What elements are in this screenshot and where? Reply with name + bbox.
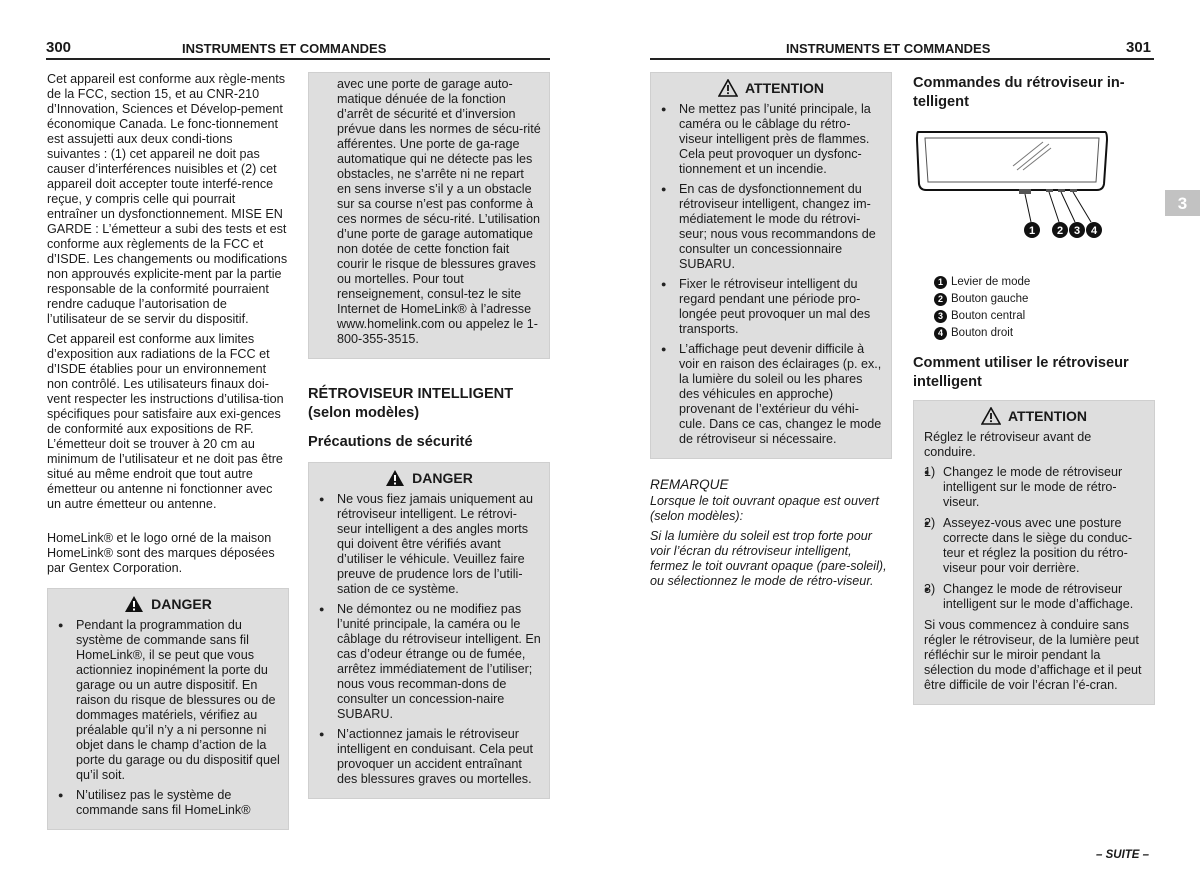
danger-box-safety bbox=[308, 462, 550, 799]
section-title-howto: Comment utiliser le rétroviseur intelligent bbox=[913, 355, 1129, 390]
left-button bbox=[1046, 189, 1053, 192]
running-header-right: INSTRUMENTS ET COMMANDES bbox=[786, 41, 991, 56]
continued-marker: – SUITE – bbox=[1096, 849, 1150, 861]
center-button bbox=[1058, 189, 1065, 192]
smart-mirror-diagram bbox=[913, 124, 1155, 244]
left-page-column-2 bbox=[308, 72, 550, 799]
remark-body bbox=[650, 494, 892, 589]
diagram-legend bbox=[934, 274, 1155, 342]
callout-number: 3 bbox=[1073, 225, 1081, 237]
callout-number: 1 bbox=[1028, 225, 1036, 237]
subsection-title-safety: Précautions de sécurité bbox=[308, 434, 473, 450]
attention-outro: Si vous commencez à conduire sans régler le rétroviseur, de la lumière peut réfléchir sur le miroir pendant la sélection du mode d’affichage et il peut être difficile de voir l’écran l’é-cran. bbox=[924, 618, 1142, 692]
callout-leader bbox=[1073, 192, 1091, 222]
attention-box-general bbox=[650, 72, 892, 459]
attention-intro: Réglez le rétroviseur avant de conduire. bbox=[924, 430, 1092, 459]
danger-list bbox=[58, 618, 280, 818]
adjustment-steps bbox=[924, 465, 1146, 612]
left-page-column-1 bbox=[47, 72, 289, 830]
legend-item bbox=[934, 308, 1155, 325]
step-text: Changez le mode de rétroviseur intelligent sur le mode de rétro-viseur. bbox=[943, 465, 1123, 509]
attention-item: ● Fixer le rétroviseur intelligent du regard pendant une période pro-longée peut provoquer un mal des transports. bbox=[661, 277, 883, 337]
legend-label: Bouton central bbox=[951, 310, 1026, 322]
warning-triangle-icon bbox=[718, 79, 738, 97]
legend-label: Levier de mode bbox=[951, 276, 1031, 288]
attention-list bbox=[661, 102, 883, 447]
header-rule-left bbox=[46, 58, 550, 60]
step-number: ● 2) bbox=[924, 516, 936, 530]
warning-triangle-icon bbox=[981, 407, 1001, 425]
danger-item: ● N’actionnez jamais le rétroviseur intelligent en conduisant. Cela peut provoquer un accident entraînant des blessures graves ou mortelles. bbox=[319, 727, 541, 787]
danger-item: ● N’utilisez pas le système de commande sans fil HomeLink® bbox=[58, 788, 280, 818]
warning-triangle-icon bbox=[124, 595, 144, 613]
radiation-exposure-paragraph: Cet appareil est conforme aux limites d’exposition aux radiations de la FCC et d’ISDE établies pour un environnement non contrôlé. Les utilisateurs finaux doi-vent respecter les instructions d’utilisa-tion spécifiques pour satisfaire aux exi-gences de conformité aux expositions de RF. L’émetteur doit se trouver à 20 cm au minimum de l’utilisateur et ne doit pas être situé au même endroit que tout autre émetteur ou antenne ni fonctionner avec un autre émetteur ou antenne. bbox=[47, 332, 284, 511]
right-page-column-2 bbox=[913, 74, 1155, 705]
attention-item: ● Ne mettez pas l’unité principale, la caméra ou le câblage du rétro-viseur intelligent près de flammes. Cela peut provoquer un dysfonc-tionnement et un incendie. bbox=[661, 102, 883, 177]
legend-number: 4 bbox=[934, 327, 947, 340]
step-item bbox=[924, 465, 1146, 510]
remark-paragraph: Lorsque le toit ouvrant opaque est ouvert (selon modèles): bbox=[650, 494, 879, 523]
danger-box-continued bbox=[308, 72, 550, 359]
section-title-controls: Commandes du rétroviseur in-telligent bbox=[913, 75, 1125, 110]
danger-continued-text: avec une porte de garage auto-matique dénuée de la fonction d’arrêt de sécurité et d’inversion prévue dans les normes de sécu-rité afférentes. Une porte de ga-rage automatique qui ne détecte pas les obstacles, ne s’arrête ni ne repart en sens inverse s’il y a un obstacle sur sa course n’est pas conforme à ces normes de sécu-rité. L’utilisation d’une porte de garage automatique non dotée de cette fonction fait courir le risque de blessures graves ou mortelles. Pour tout renseignement, consul-tez le site Internet de HomeLink® à l’adresse www.homelink.com ou appelez le 1-800-355-3515. bbox=[337, 77, 541, 346]
chapter-tab: 3 bbox=[1165, 190, 1200, 216]
attention-item: ● En cas de dysfonctionnement du rétroviseur intelligent, changez im-médiatement le mode du rétrovi-seur; nous vous recommandons de consulter un concessionnaire SUBARU. bbox=[661, 182, 883, 272]
mode-lever bbox=[1019, 189, 1031, 194]
right-page-column-1 bbox=[650, 72, 892, 594]
danger-item: ● Ne démontez ou ne modifiez pas l’unité principale, la caméra ou le câblage du rétroviseur intelligent. En cas d’odeur étrange ou de fumée, arrêtez immédiatement de l’utiliser; nous vous recomman-dons de consulter un concession-naire SUBARU. bbox=[319, 602, 541, 722]
callout-leader bbox=[1049, 192, 1059, 222]
running-header-left: INSTRUMENTS ET COMMANDES bbox=[182, 41, 387, 56]
section-title-smart-mirror: RÉTROVISEUR INTELLIGENT (selon modèles) bbox=[308, 386, 514, 421]
danger-item: ● Ne vous fiez jamais uniquement au rétroviseur intelligent. Le rétrovi-seur intelligent a des angles morts qui doivent être vérifiés avant d’utiliser le véhicule. Veuillez faire preuve de prudence lors de l’utili-sation de ce système. bbox=[319, 492, 541, 597]
attention-box-title: ATTENTION bbox=[1007, 408, 1088, 424]
step-item bbox=[924, 582, 1146, 612]
step-number: ● 1) bbox=[924, 465, 936, 479]
attention-box-header bbox=[914, 401, 1154, 430]
step-text: Asseyez-vous avec une posture correcte dans le siège du conduc-teur et réglez la position du rétro-viseur pour voir derrière. bbox=[943, 516, 1133, 575]
callout-number: 2 bbox=[1056, 225, 1064, 237]
callout-leader bbox=[1061, 192, 1075, 222]
mirror-outline bbox=[917, 132, 1107, 190]
remark-paragraph: Si la lumière du soleil est trop forte pour voir l’écran du rétroviseur intelligent, fermez le toit ouvrant opaque (pare-soleil), ou sélectionnez le mode de rétro-viseur. bbox=[650, 529, 887, 588]
danger-box-header bbox=[309, 463, 549, 492]
legend-number: 3 bbox=[934, 310, 947, 323]
legend-label: Bouton droit bbox=[951, 327, 1014, 339]
attention-box-title: ATTENTION bbox=[744, 80, 825, 96]
danger-item: ● Pendant la programmation du système de commande sans fil HomeLink®, il se peut que vous actionniez inopinément la porte du garage ou un autre dispositif. En raison du risque de blessures ou de dommages matériels, vérifiez au préalable qu’il n’y a ni personne ni objet dans le champ d’action de la porte du garage ou du dispositif quel qu’il soit. bbox=[58, 618, 280, 783]
warning-triangle-icon bbox=[385, 469, 405, 487]
danger-box-homelink bbox=[47, 588, 289, 830]
attention-item: ● L’affichage peut devenir difficile à voir en raison des éclairages (p. ex., la lumière du soleil ou les phares des véhicules en approche) provenant de l’extérieur du véhi-cule. Dans ce cas, changez le mode de rétroviseur si nécessaire. bbox=[661, 342, 883, 447]
callout-leader bbox=[1025, 194, 1031, 222]
step-text: Changez le mode de rétroviseur intelligent sur le mode d’affichage. bbox=[943, 582, 1134, 611]
homelink-trademark-paragraph: HomeLink® et le logo orné de la maison HomeLink® sont des marques déposées par Gentex Corporation. bbox=[47, 531, 275, 575]
step-number: ● 3) bbox=[924, 582, 936, 596]
legend-item bbox=[934, 291, 1155, 308]
right-button bbox=[1070, 189, 1077, 192]
danger-box-title: DANGER bbox=[151, 596, 212, 612]
header-rule-right bbox=[650, 58, 1154, 60]
attention-box-howto bbox=[913, 400, 1155, 705]
remark-title: REMARQUE bbox=[650, 477, 729, 492]
legend-number: 2 bbox=[934, 293, 947, 306]
fcc-compliance-paragraph: Cet appareil est conforme aux règle-ments de la FCC, section 15, et au CNR-210 d’Innovation, Sciences et Dévelop-pement économique Canada. Le fonc-tionnement est assujetti aux deux condi-tions suivantes : (1) cet appareil ne doit pas causer d’interférences nuisibles et (2) cet appareil doit accepter toute interfé-rence reçue, y compris celle qui pourrait entraîner un dysfonctionnement. MISE EN GARDE : L’émetteur a subi des tests et est conforme aux règlements de la FCC et d’ISDE. Les changements ou modifications non approuvés explicite-ment par la partie responsable de la conformité pourraient rendre caduque l’autorisation de l’utilisateur de se servir du dispositif. bbox=[47, 72, 288, 326]
step-item bbox=[924, 516, 1146, 576]
legend-label: Bouton gauche bbox=[951, 293, 1029, 305]
danger-box-header bbox=[48, 589, 288, 618]
page-number-right: 301 bbox=[1126, 39, 1152, 56]
danger-box-title: DANGER bbox=[412, 470, 473, 486]
legend-item bbox=[934, 325, 1155, 342]
callout-number: 4 bbox=[1090, 225, 1098, 237]
page-number-left: 300 bbox=[46, 39, 72, 56]
danger-list bbox=[319, 492, 541, 787]
legend-item bbox=[934, 274, 1155, 291]
legend-number: 1 bbox=[934, 276, 947, 289]
attention-box-header bbox=[651, 73, 891, 102]
